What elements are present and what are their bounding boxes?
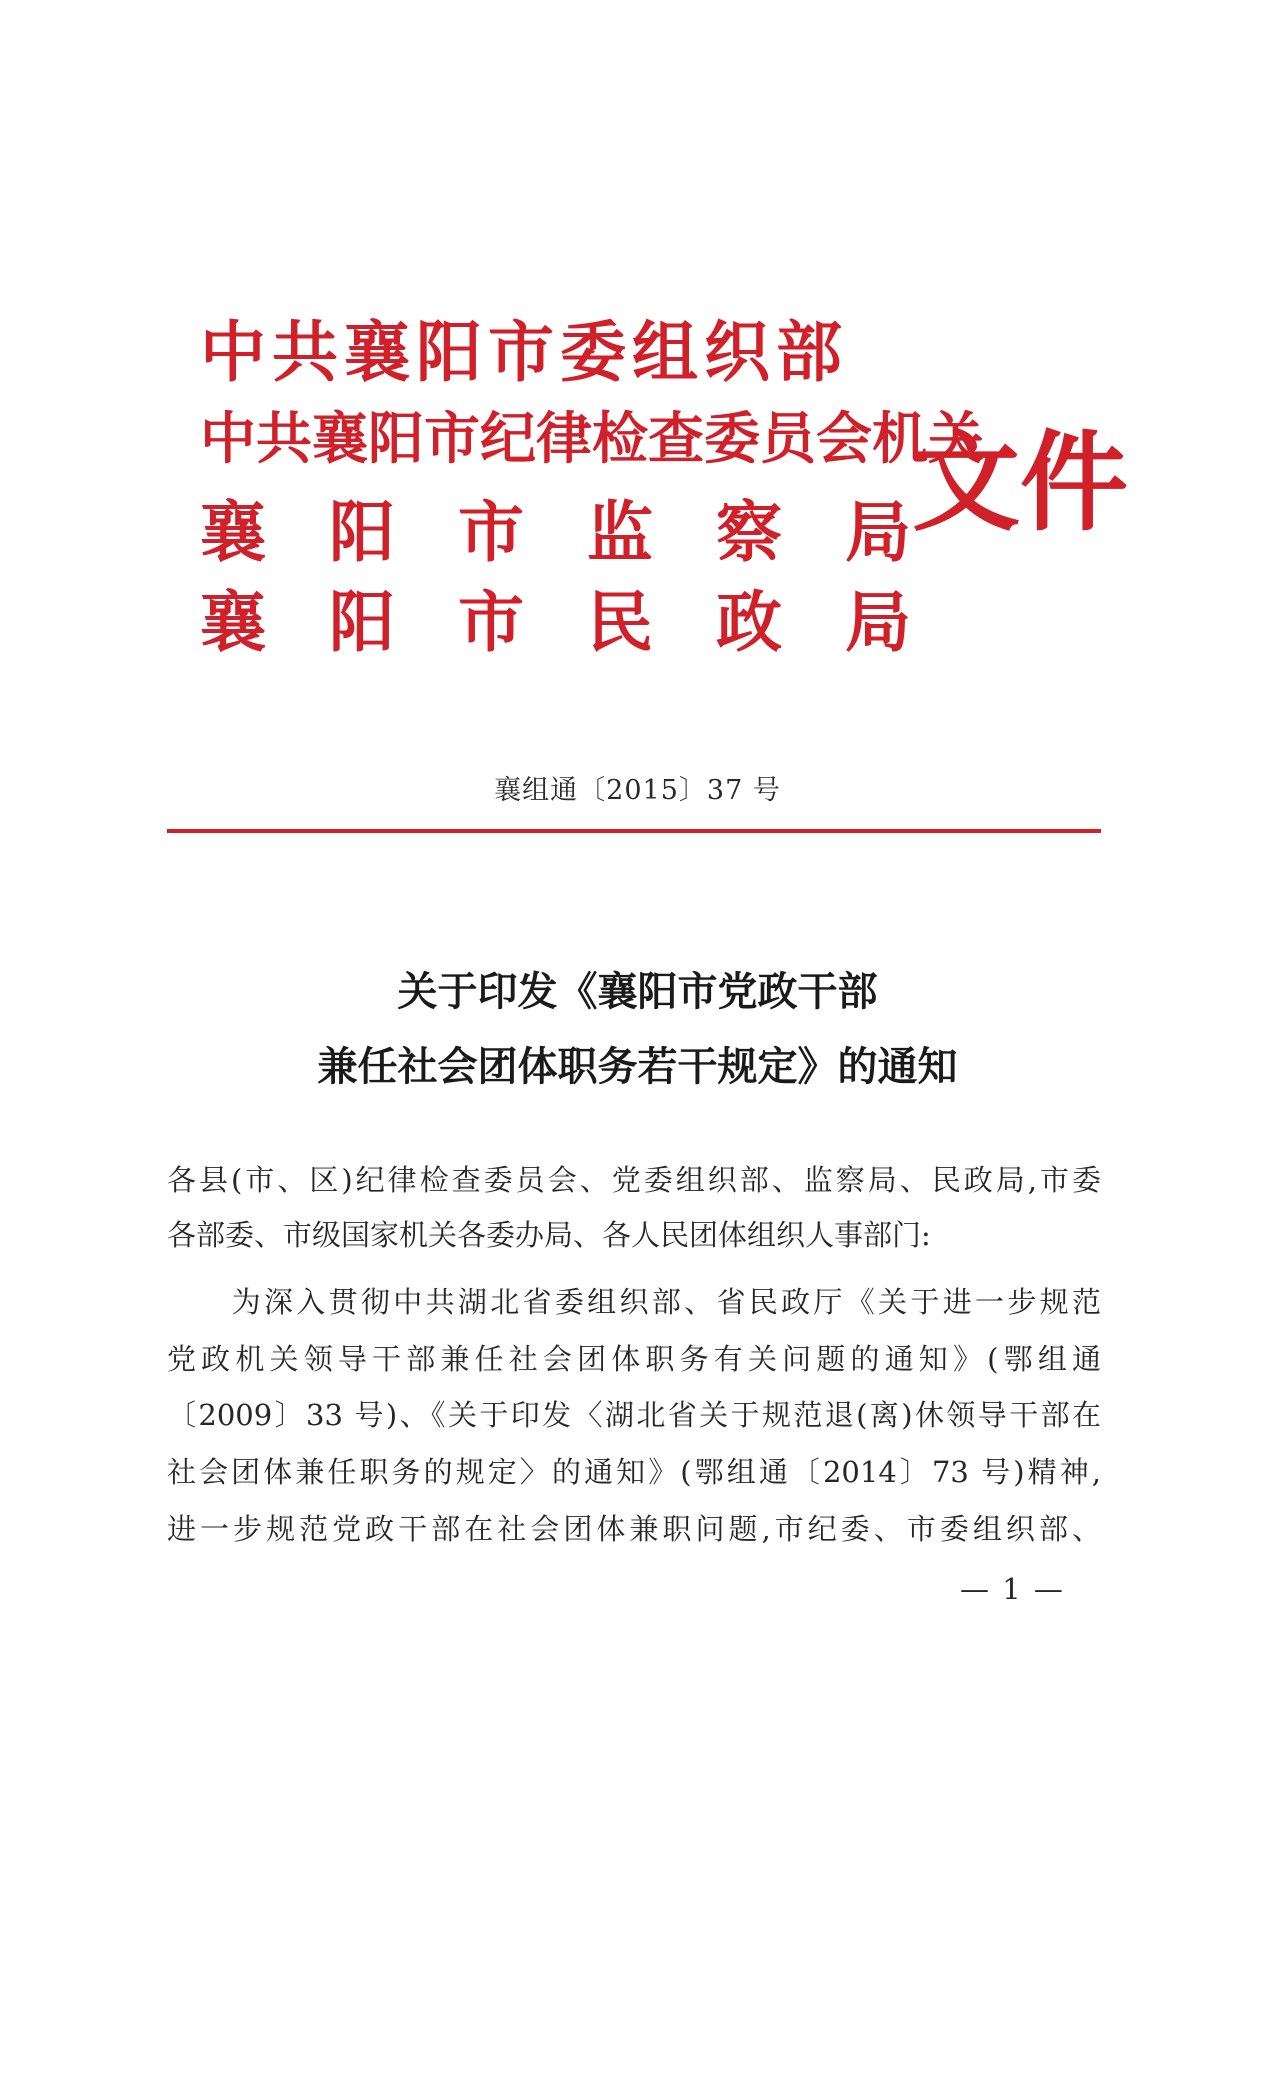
issuer-organization-1: 中共襄阳市委组织部 <box>200 314 848 391</box>
issuer-organization-2: 中共襄阳市纪律检查委员会机关 <box>200 407 984 472</box>
document-number: 襄组通〔2015〕37 号 <box>494 775 781 806</box>
body-text-line: 社会团体兼任职务的规定〉的通知》(鄂组通〔2014〕73 号)精神, <box>167 1455 1101 1489</box>
body-text-line: 为深入贯彻中共湖北省委组织部、省民政厅《关于进一步规范 <box>167 1285 1101 1319</box>
body-text-line: 〔2009〕33 号)、《关于印发〈湖北省关于规范退(离)休领导干部在 <box>167 1398 1101 1432</box>
document-suffix: 文件 <box>912 421 1129 546</box>
issuer-organization-3: 襄阳市监察局 <box>200 494 974 571</box>
document-title-line-1: 关于印发《襄阳市党政干部 <box>397 969 878 1015</box>
issuer-organization-4: 襄阳市民政局 <box>200 584 974 661</box>
body-text-line: 进一步规范党政干部在社会团体兼职问题,市纪委、市委组织部、 <box>167 1512 1101 1546</box>
body-text-line: 各部委、市级国家机关各委办局、各人民团体组织人事部门: <box>167 1218 931 1252</box>
body-text-line: 各县(市、区)纪律检查委员会、党委组织部、监察局、民政局,市委 <box>167 1163 1101 1197</box>
page-number: — 1 — <box>960 1572 1065 1606</box>
document-title-line-2: 兼任社会团体职务若干规定》的通知 <box>317 1044 958 1090</box>
red-separator-line <box>167 829 1101 833</box>
red-masthead <box>200 314 1129 680</box>
body-text-line: 党政机关领导干部兼任社会团体职务有关问题的通知》(鄂组通 <box>167 1342 1101 1376</box>
